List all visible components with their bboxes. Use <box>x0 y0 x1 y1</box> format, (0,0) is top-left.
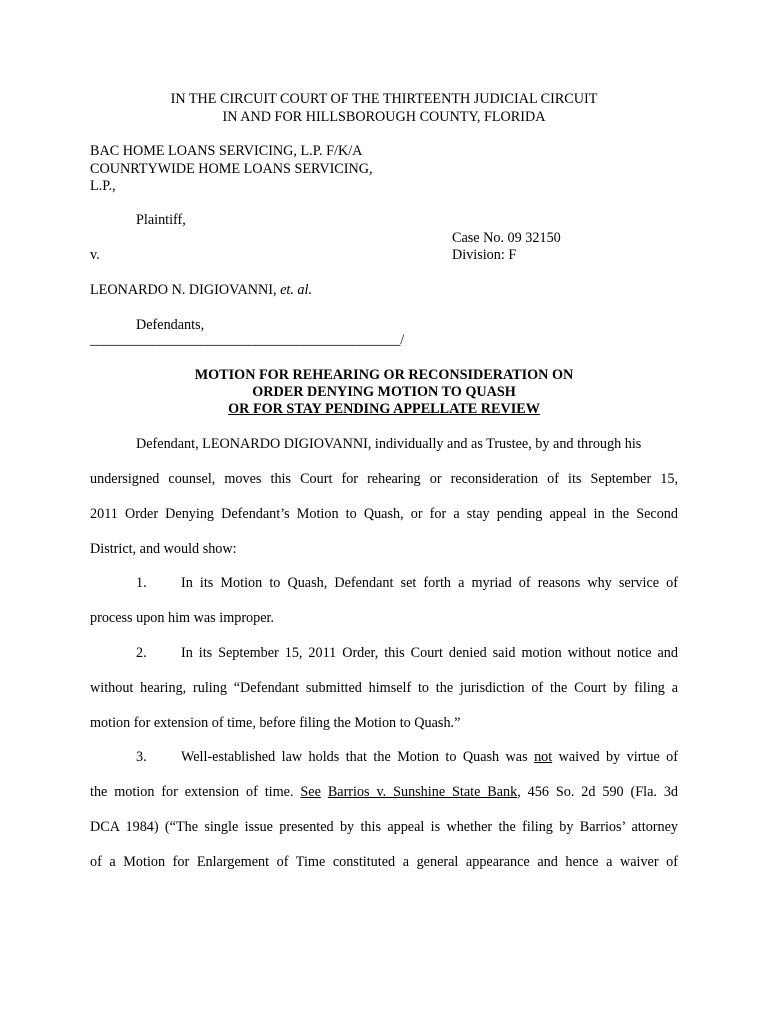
para1-line2: process upon him was improper. <box>90 610 275 626</box>
para2-number: 2. <box>136 645 147 661</box>
para3-line1-a: Well-established law holds that the Motion to Quash was <box>181 749 535 765</box>
para2-line3: motion for extension of time, before filing the Motion to Quash.” <box>90 715 461 731</box>
defendant-et-al: et. al. <box>280 282 312 298</box>
para3-line4: of a Motion for Enlargement of Time constituted a general appearance and hence a waiver of <box>90 854 678 870</box>
defendants-label: Defendants, <box>136 317 205 333</box>
court-header-line2: IN AND FOR HILLSBOROUGH COUNTY, FLORIDA <box>222 109 546 125</box>
versus: v. <box>90 247 100 263</box>
plaintiff-label: Plaintiff, <box>136 212 186 228</box>
case-number: Case No. 09 32150 <box>452 230 561 246</box>
para1-number: 1. <box>136 575 147 591</box>
court-header-line1: IN THE CIRCUIT COURT OF THE THIRTEENTH JUDICIAL CIRCUIT <box>170 91 598 107</box>
para3-not: not <box>534 749 553 765</box>
intro-line2: undersigned counsel, moves this Court for rehearing or reconsideration of its September 15, <box>90 471 678 487</box>
motion-title-line3 <box>0 401 768 418</box>
para3-line2-a: the motion for extension of time. <box>90 784 301 800</box>
para2-line2: without hearing, ruling “Defendant submitted himself to the jurisdiction of the Court by filing a <box>90 680 678 696</box>
motion-title-line2: ORDER DENYING MOTION TO QUASH <box>252 384 516 400</box>
motion-title-line3-text: OR FOR STAY PENDING APPELLATE REVIEW <box>228 401 540 417</box>
para3-line1-b: waived by virtue of <box>552 749 678 765</box>
intro-line3: 2011 Order Denying Defendant’s Motion to Quash, or for a stay pending appeal in the Second <box>90 506 678 522</box>
plaintiff-name-line3: L.P., <box>90 178 116 194</box>
para3-line1 <box>181 749 678 766</box>
caption-rule: _____________________________________________/ <box>90 332 404 348</box>
plaintiff-name-line1: BAC HOME LOANS SERVICING, L.P. F/K/A <box>90 143 363 159</box>
para3-line2-space <box>321 784 328 800</box>
para1-line1: In its Motion to Quash, Defendant set forth a myriad of reasons why service of <box>181 575 678 591</box>
defendant-name-text: LEONARDO N. DIGIOVANNI, <box>90 282 281 298</box>
defendant-name <box>90 282 312 299</box>
para3-case-name: Barrios v. Sunshine State Bank <box>327 784 518 800</box>
para3-line2-b: , 456 So. 2d 590 (Fla. 3d <box>517 784 679 800</box>
para2-line1: In its September 15, 2011 Order, this Court denied said motion without notice and <box>181 645 678 661</box>
motion-title-line1: MOTION FOR REHEARING OR RECONSIDERATION ON <box>194 367 574 383</box>
intro-line1: Defendant, LEONARDO DIGIOVANNI, individually and as Trustee, by and through his <box>136 436 642 452</box>
para3-line2 <box>90 784 678 801</box>
para3-number: 3. <box>136 749 147 765</box>
para3-see: See <box>300 784 321 800</box>
division: Division: F <box>452 247 517 263</box>
para3-line3: DCA 1984) (“The single issue presented by this appeal is whether the filing by Barrios’ attorney <box>90 819 678 835</box>
plaintiff-name-line2: COUNRTYWIDE HOME LOANS SERVICING, <box>90 161 373 177</box>
intro-line4: District, and would show: <box>90 541 237 557</box>
